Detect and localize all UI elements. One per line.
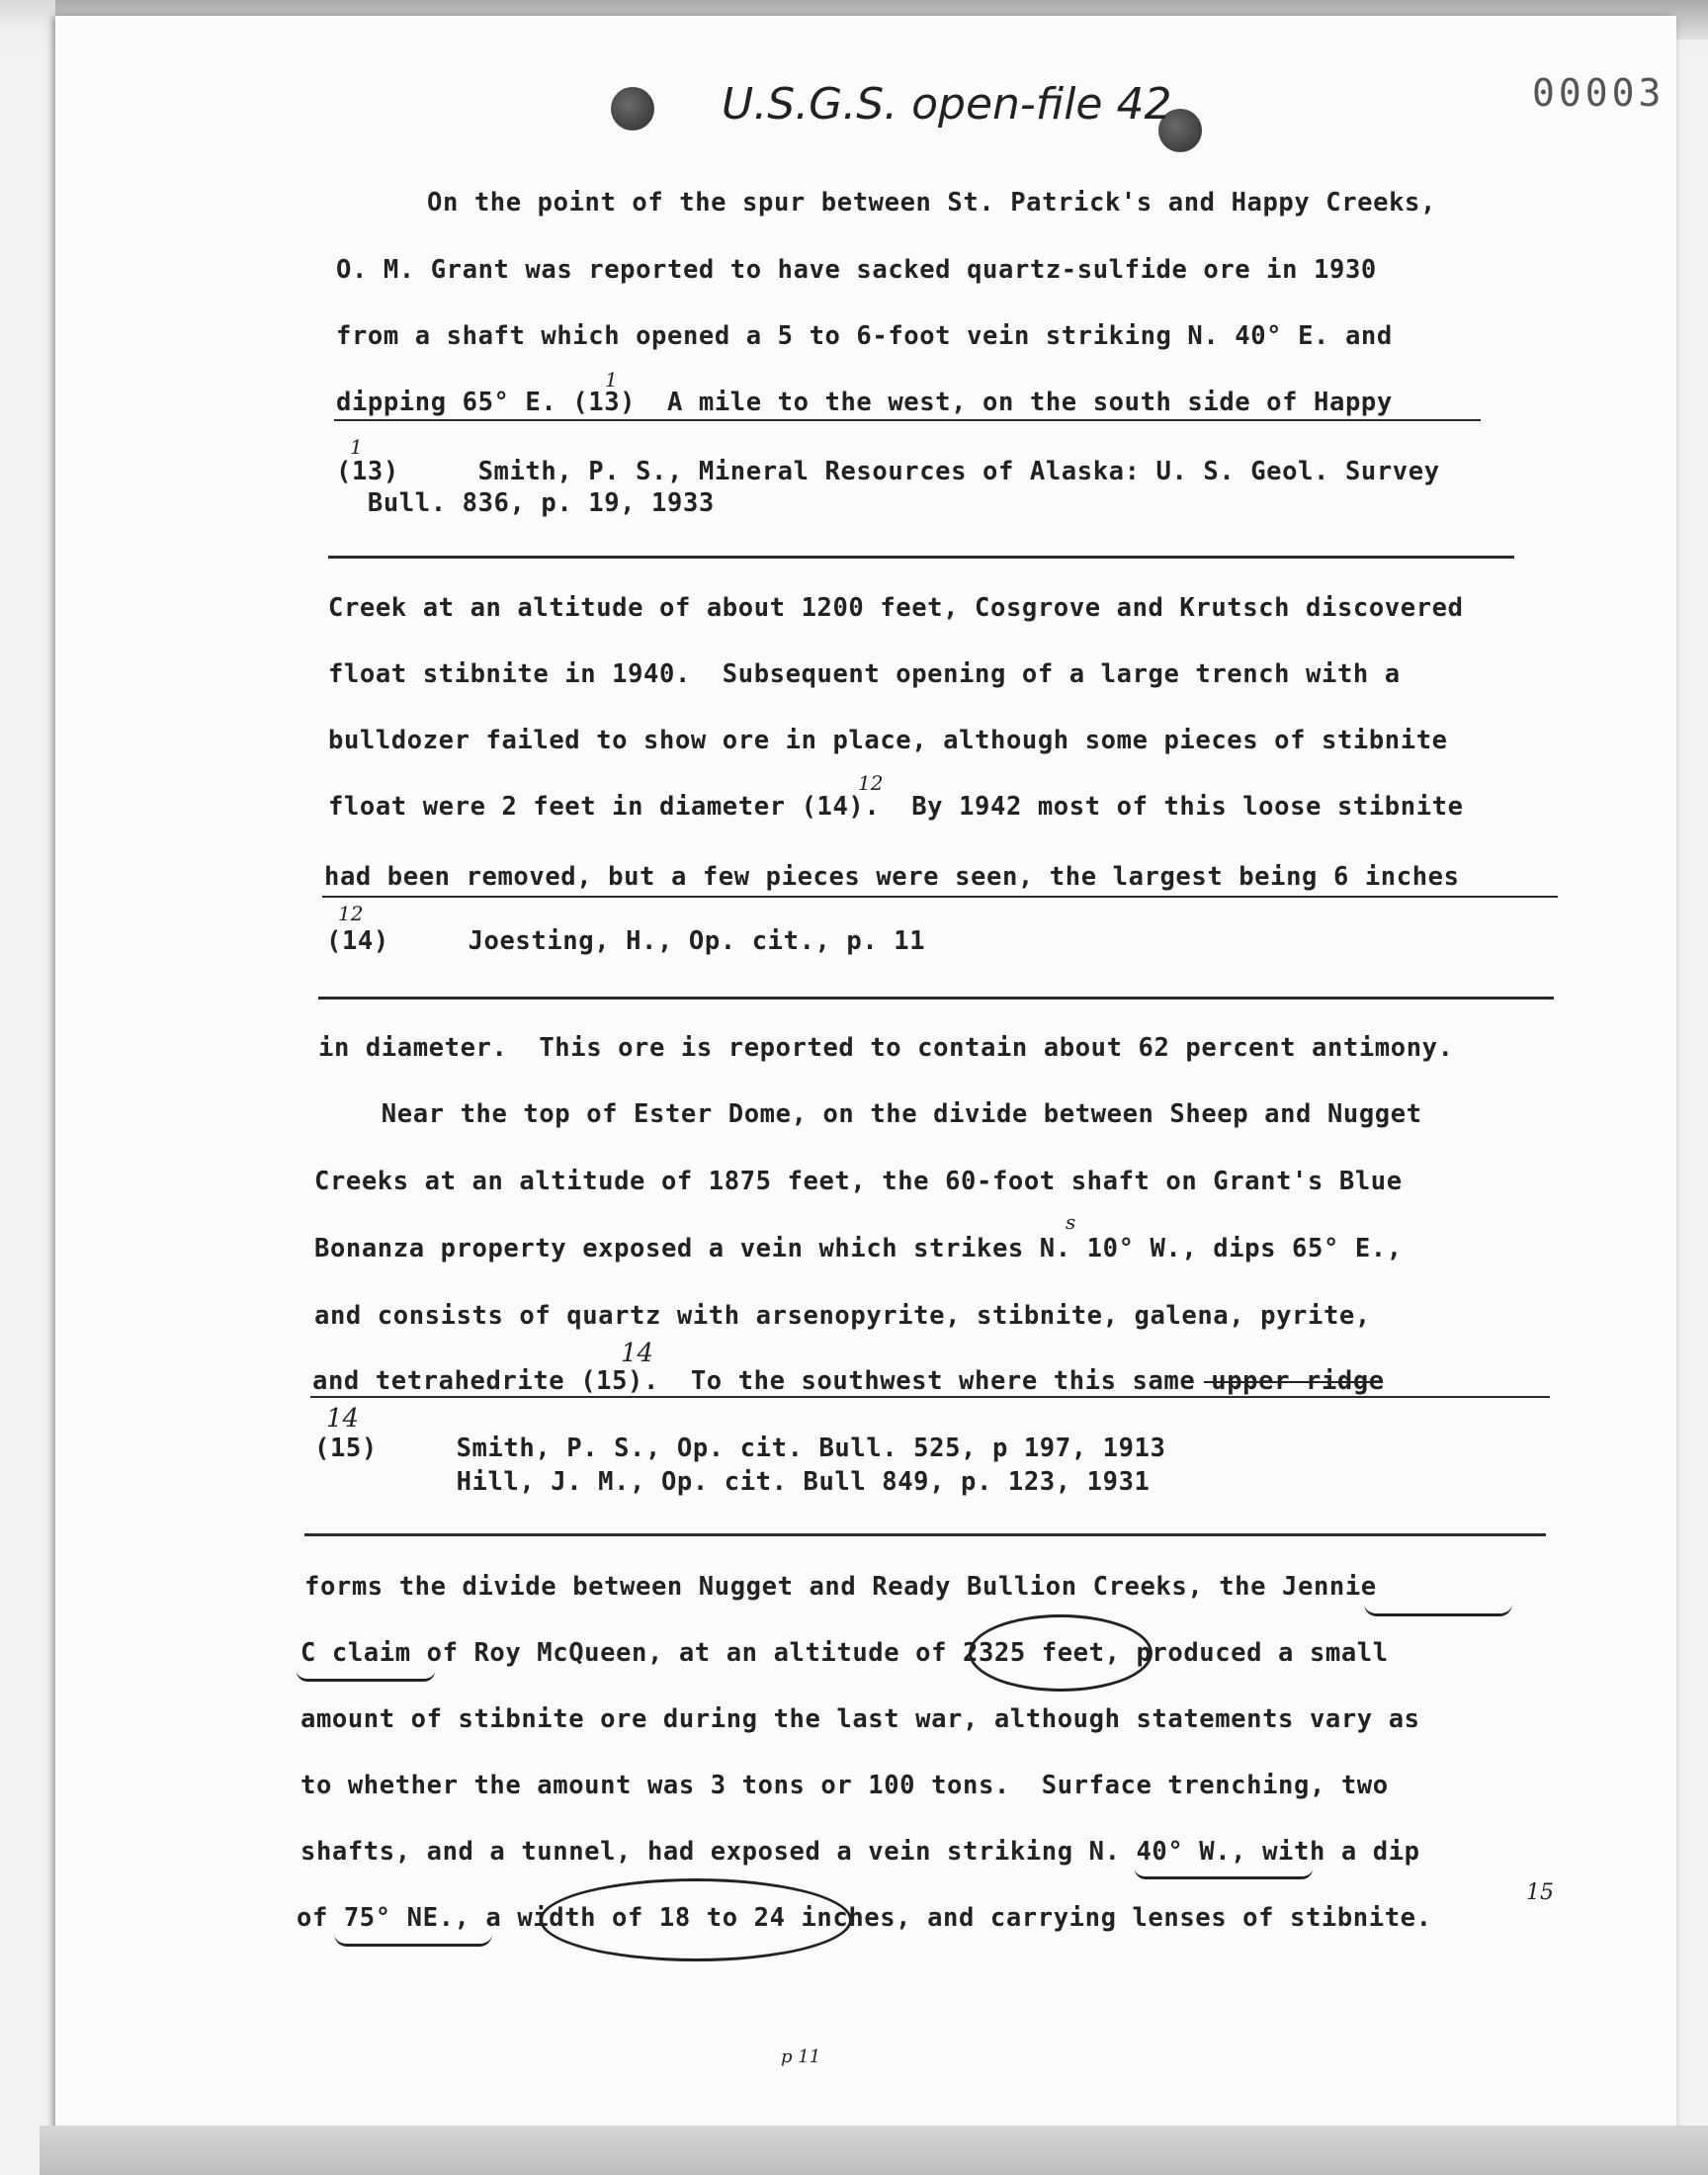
punch-hole-left xyxy=(611,87,654,130)
fn-num-annotation-7: 14 xyxy=(326,1404,360,1434)
text-line-21: of 75° NE., a width of 18 to 24 inches, and carrying lenses of stibnite. xyxy=(297,1903,1432,1933)
footnote-14-rule xyxy=(318,997,1554,1000)
underline-c-claim xyxy=(297,1671,435,1682)
text-line-11: Near the top of Ester Dome, on the divide between Sheep and Nugget xyxy=(318,1099,1422,1129)
text-line-10: in diameter. This ore is reported to contain about 62 percent antimony. xyxy=(318,1033,1454,1063)
footnote-15-rule xyxy=(304,1533,1546,1536)
footnote-13-line-1: (13) Smith, P. S., Mineral Resources of Alaska: U. S. Geol. Survey xyxy=(336,457,1440,486)
page-bottom-edge xyxy=(40,2126,1708,2175)
text-line-8: float were 2 feet in diameter (14). By 1942 most of this loose stibnite xyxy=(328,792,1464,822)
text-line-14: and consists of quartz with arsenopyrite, stibnite, galena, pyrite, xyxy=(314,1301,1371,1331)
fn-num-annotation-5: s xyxy=(1066,1210,1076,1234)
text-line-19: to whether the amount was 3 tons or 100 tons. Surface trenching, two xyxy=(300,1771,1389,1800)
text-line-6: float stibnite in 1940. Subsequent opening of a large trench with a xyxy=(328,659,1401,689)
text-line-2: O. M. Grant was reported to have sacked quartz-sulfide ore in 1930 xyxy=(336,255,1377,285)
fn-num-annotation-2: 1 xyxy=(350,435,363,459)
text-line-20: shafts, and a tunnel, had exposed a vein striking N. 40° W., with a dip xyxy=(300,1837,1420,1867)
page-number-stamp: 00003 xyxy=(1532,71,1665,115)
handwritten-title: U.S.G.S. open-file 42 xyxy=(722,79,1172,130)
text-line-16: forms the divide between Nugget and Ready Bullion Creeks, the Jennie xyxy=(304,1572,1377,1602)
circle-width-18-24 xyxy=(540,1878,852,1961)
text-line-3: from a shaft which opened a 5 to 6-foot vein striking N. 40° E. and xyxy=(336,321,1393,351)
text-line-13: Bonanza property exposed a vein which strikes N. 10° W., dips 65° E., xyxy=(314,1234,1403,1263)
footnote-15-line-2: Hill, J. M., Op. cit. Bull 849, p. 123, 1931 xyxy=(314,1467,1151,1497)
line-4-underline xyxy=(334,419,1481,421)
text-line-12: Creeks at an altitude of 1875 feet, the 60-foot shaft on Grant's Blue xyxy=(314,1167,1403,1196)
text-line-4: dipping 65° E. (13) A mile to the west, on the south side of Happy xyxy=(336,388,1393,417)
circle-2325-feet xyxy=(969,1614,1153,1692)
fn-num-annotation-3: 12 xyxy=(858,771,884,795)
fn-num-annotation-8: 15 xyxy=(1526,1880,1554,1905)
fn-num-annotation-6: 14 xyxy=(621,1339,654,1368)
footnote-13-line-2: Bull. 836, p. 19, 1933 xyxy=(336,488,715,518)
text-line-7: bulldozer failed to show ore in place, although some pieces of stibnite xyxy=(328,726,1448,755)
text-line-17: C claim of Roy McQueen, at an altitude of 2325 feet, produced a small xyxy=(300,1638,1389,1668)
bottom-page-mark: p 11 xyxy=(781,2046,821,2067)
footnote-15-line-1: (15) Smith, P. S., Op. cit. Bull. 525, p 197, 1913 xyxy=(314,1434,1166,1463)
underline-jennie xyxy=(1364,1604,1512,1616)
text-line-15: and tetrahedrite (15). To the southwest where this same upper ridge xyxy=(312,1366,1385,1396)
footnote-13-rule xyxy=(328,556,1514,559)
fn-num-annotation-4: 12 xyxy=(338,902,364,925)
text-line-1: On the point of the spur between St. Patrick's and Happy Creeks, xyxy=(427,188,1436,218)
fn-num-annotation-1: 1 xyxy=(605,368,618,392)
text-line-18: amount of stibnite ore during the last war, although statements vary as xyxy=(300,1704,1420,1734)
line-9-underline xyxy=(322,896,1558,898)
line-15-underline xyxy=(310,1396,1550,1398)
text-line-9: had been removed, but a few pieces were seen, the largest being 6 inches xyxy=(324,862,1460,892)
text-line-5: Creek at an altitude of about 1200 feet, Cosgrove and Krutsch discovered xyxy=(328,593,1464,623)
underline-75ne xyxy=(334,1934,492,1947)
footnote-14-line: (14) Joesting, H., Op. cit., p. 11 xyxy=(326,926,926,956)
underline-n40w xyxy=(1135,1869,1313,1879)
strikethrough-same-upper xyxy=(1204,1381,1372,1383)
